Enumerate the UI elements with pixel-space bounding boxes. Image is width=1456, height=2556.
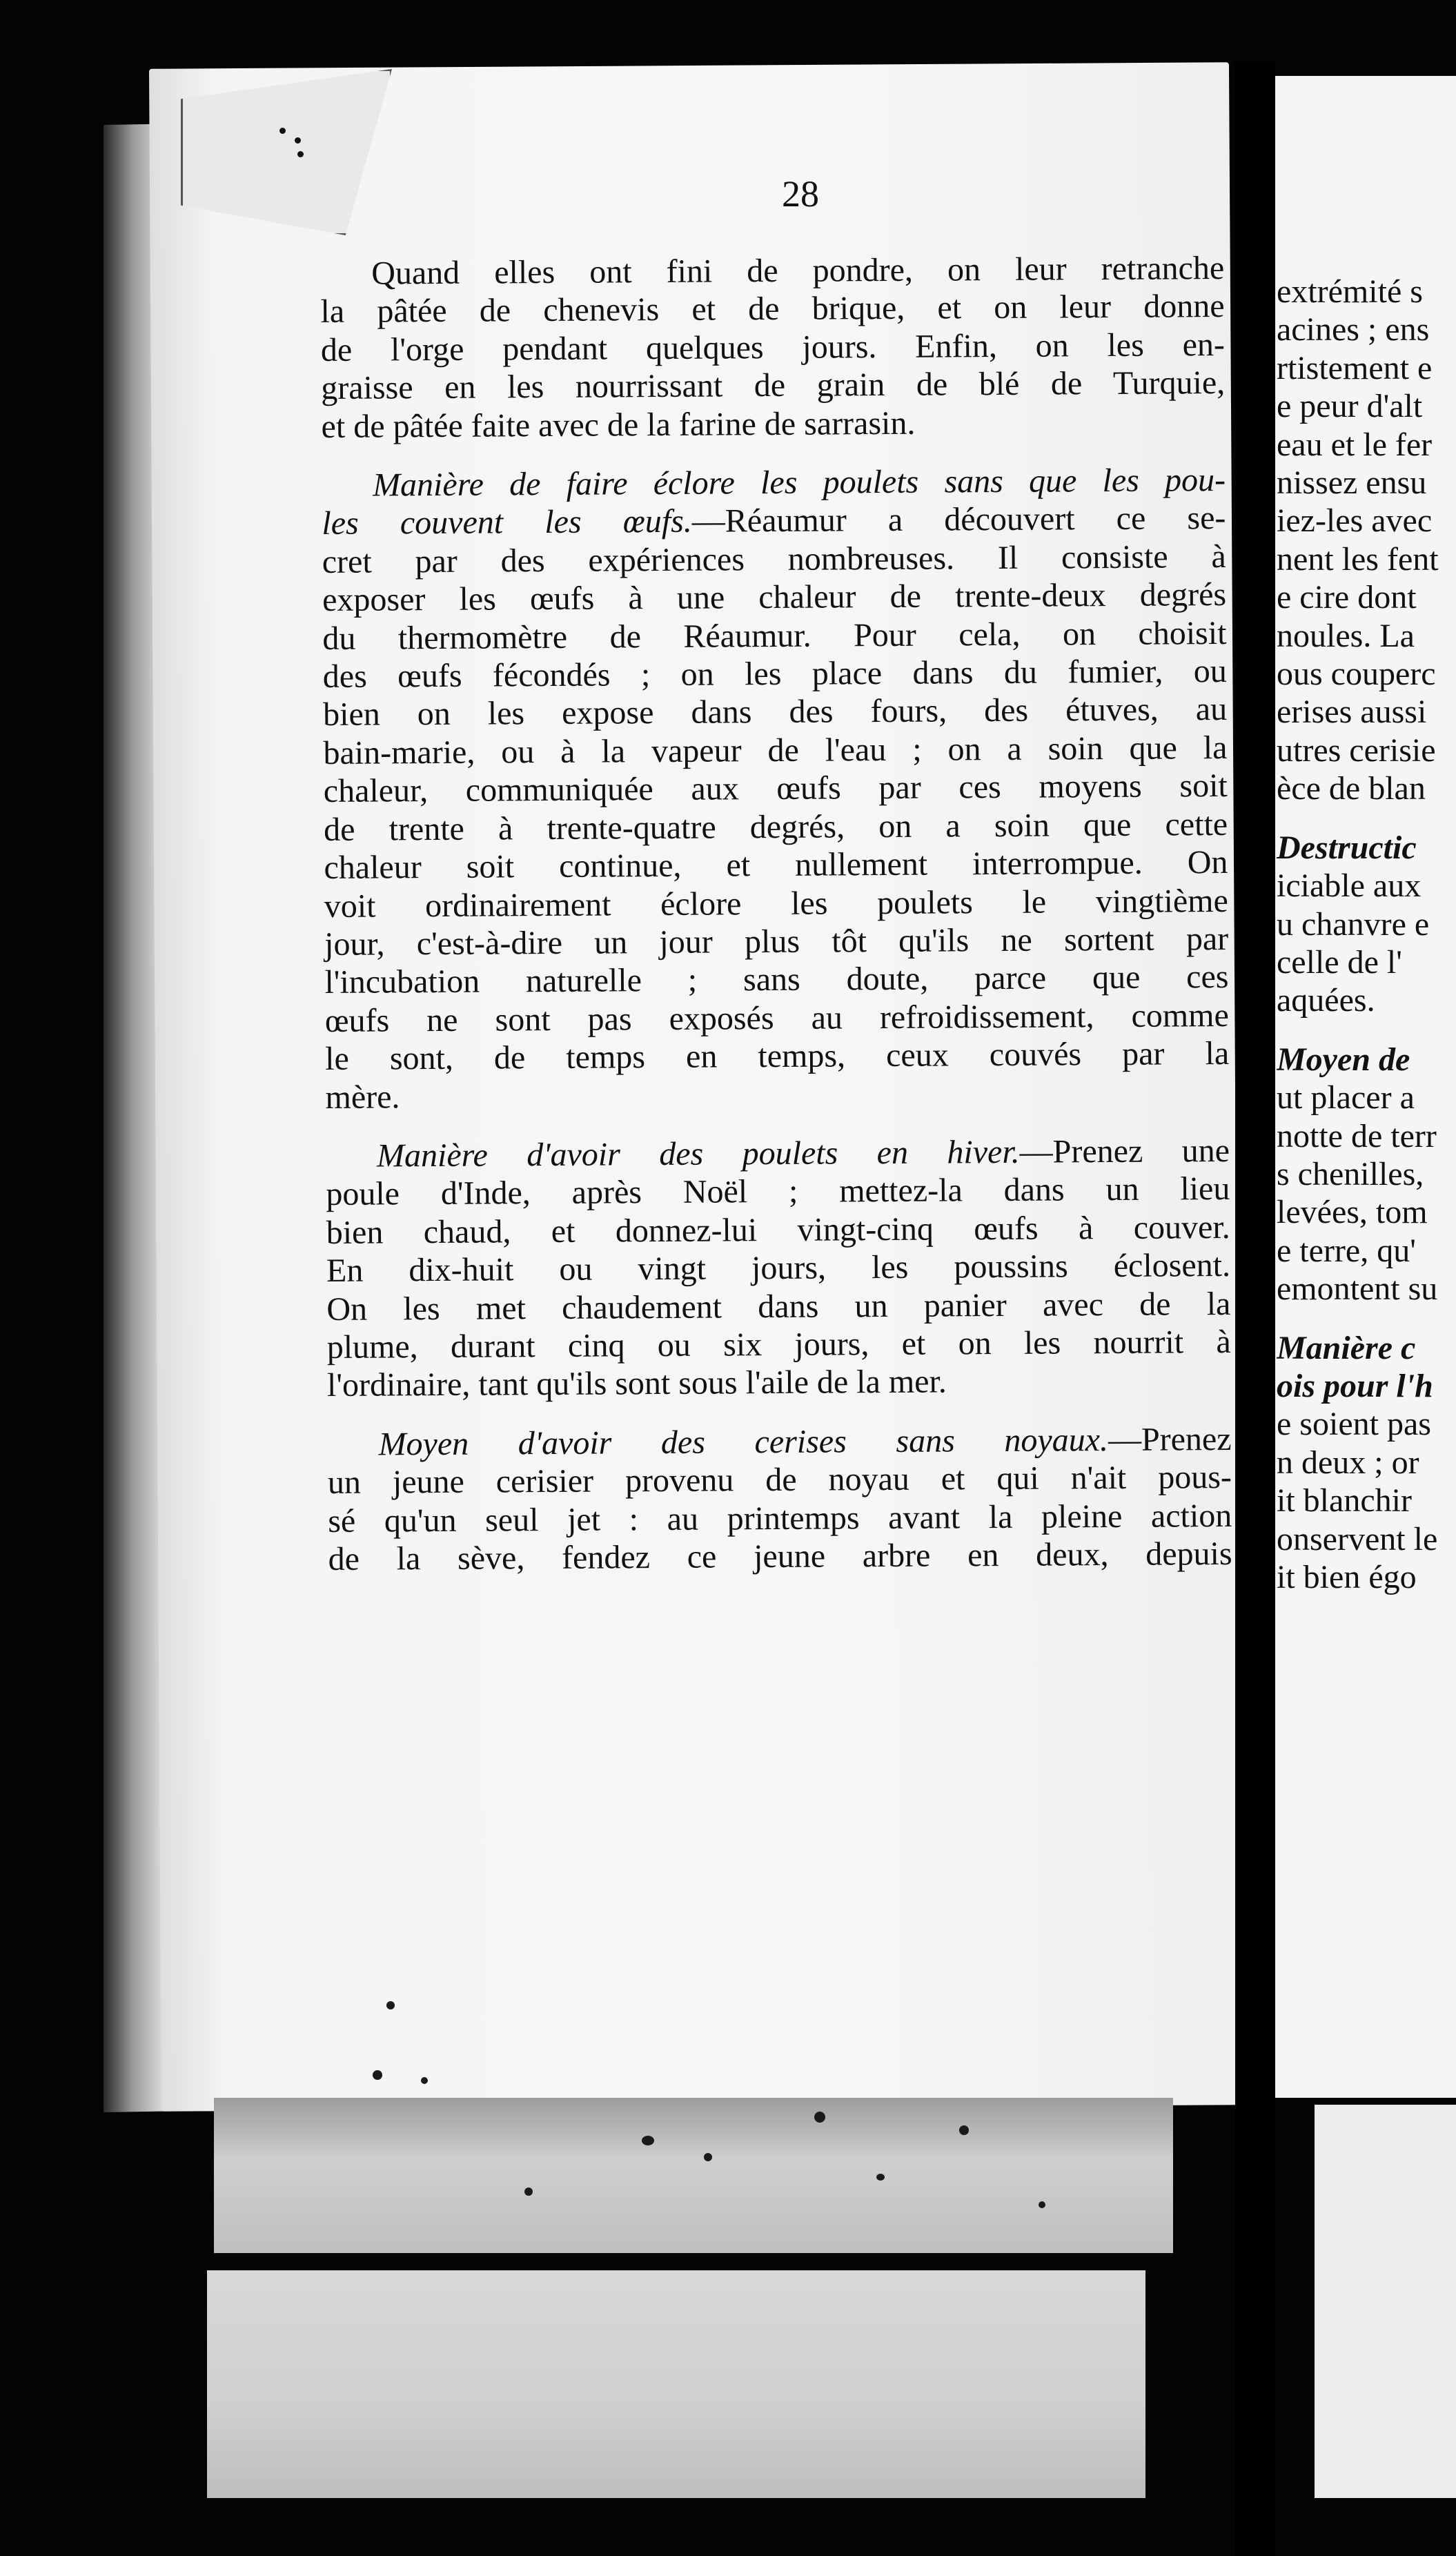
text-line: rtistement e [1277,349,1433,386]
text-line: eau et le fer [1277,426,1433,463]
section-heading: Moyen d'avoir des cerises sans noyaux. [378,1421,1109,1463]
paragraph-4 [327,1420,1232,1579]
text-line: notte de terr [1277,1117,1437,1154]
text-line: levées, tom [1277,1194,1428,1231]
text-line: —Prenez [1108,1420,1232,1458]
text-line: plume, durant cinq ou six jours, et on les nourrit à [326,1323,1231,1366]
text-line: iez-les avec [1277,502,1433,540]
text-line [322,499,1226,542]
text-line: mère. [325,1078,400,1116]
text-line: la pâtée de chenevis et de brique, et on leur donne [320,288,1225,331]
text-line: ous couperc [1277,656,1436,693]
book-edge-right [1315,2105,1456,2498]
paragraph-1 [320,249,1226,446]
page-text [320,249,1232,1599]
section-heading: Moyen de [1277,1041,1410,1078]
text-line: exposer les œufs à une chaleur de trente-deux degrés [322,576,1227,619]
text-line: extrémité s [1277,273,1423,310]
text-line: —Prenez une [1019,1132,1230,1170]
text-line: it blanchir [1277,1482,1412,1520]
text-line: acines ; ens [1277,311,1430,348]
text-line [327,1420,1231,1464]
text-line: des œufs fécondés ; on les place dans du fumier, ou [322,653,1227,696]
text-line: iciable aux [1277,867,1421,905]
text-line: de la sève, fendez ce jeune arbre en deux, depuis [328,1535,1232,1577]
text-line: noules. La [1277,617,1415,654]
text-line: e peur d'alt [1277,388,1423,425]
text-line: erises aussi [1277,694,1427,731]
text-line: èce de blan [1277,770,1426,807]
text-line: l'incubation naturelle ; sans doute, parce que ces [324,958,1229,1001]
section-heading: Manière de faire éclore les poulets sans que les pou- [372,462,1226,504]
text-line: e cire dont [1277,579,1417,616]
text-line: l'ordinaire, tant qu'ils sont sous l'aile de la mer. [326,1363,947,1404]
text-line: œufs ne sont pas exposés au refroidissement, comme [324,996,1229,1039]
text-line: chaleur soit continue, et nullement interrompue. On [324,844,1228,887]
text-line: u chanvre e [1277,905,1430,943]
book-edge-upper [214,2098,1173,2253]
text-line: bien chaud, et donnez-lui vingt-cinq œufs à couver. [326,1208,1230,1251]
text-line: de l'orge pendant quelques jours. Enfin, on les en- [320,326,1226,368]
text-line: utres cerisie [1277,731,1436,769]
paragraph-3 [326,1132,1231,1405]
text-line: On les met chaudement dans un panier avec de la [326,1285,1231,1328]
book-gutter [1235,62,1275,2556]
text-line: du thermomètre de Réaumur. Pour cela, on choisit [322,614,1227,657]
text-line [326,1132,1230,1175]
page-number: 28 [782,173,819,215]
text-line: it bien égo [1277,1559,1417,1595]
text-line: s chenilles, [1277,1155,1424,1192]
text-line: le sont, de temps en temps, ceux couvés par la [325,1035,1230,1078]
book-edge-lower [207,2270,1145,2498]
text-line: celle de l' [1277,943,1402,981]
text-line: n deux ; or [1277,1444,1419,1481]
text-line: aquées. [1277,982,1375,1019]
text-line: poule d'Inde, après Noël ; mettez-la dans un lieu [326,1170,1230,1213]
section-heading: Destructic [1277,829,1417,866]
text-line: bain-marie, ou à la vapeur de l'eau ; on a soin que la [323,729,1228,771]
text-line: et de pâtée faite avec de la farine de sarrasin. [321,404,916,445]
text-line: En dix-huit ou vingt jours, les poussins éclosent. [326,1247,1231,1290]
ink-dots [279,128,307,162]
text-line: graisse en les nourrissant de grain de blé de Turquie, [321,364,1226,407]
paragraph-2 [322,461,1230,1117]
text-line: un jeune cerisier provenu de noyau et qui n'ait pous- [327,1459,1232,1502]
text-line: emontent su [1277,1270,1438,1308]
text-line: chaleur, communiquée aux œufs par ces moyens soit [323,767,1228,810]
text-line: e terre, qu' [1277,1232,1416,1269]
facing-page-text [1277,273,1456,1596]
section-heading: ois pour l'h [1277,1367,1433,1404]
text-line: de trente à trente-quatre degrés, on a soin que cette [323,805,1228,848]
text-line: jour, c'est-à-dire un jour plus tôt qu'ils ne sortent par [324,920,1229,963]
text-line: cret par des expériences nombreuses. Il consiste à [322,538,1226,580]
text-line: onservent le [1277,1520,1438,1557]
text-line: voit ordinairement éclore les poulets le vingtième [324,882,1228,925]
text-line: ut placer a [1277,1079,1415,1117]
text-line: Quand elles ont fini de pondre, on leur retranche [371,250,1225,292]
text-line: nissez ensu [1277,464,1427,502]
section-heading: Manière d'avoir des poulets en hiver. [376,1133,1020,1174]
text-line: —Réaumur a découvert ce se- [691,500,1226,540]
text-line: nent les fent [1277,540,1439,578]
text-line: e soient pas [1277,1406,1431,1443]
section-heading: les couvent les œufs. [322,503,692,542]
text-line: sé qu'un seul jet : au printemps avant la pleine action [328,1497,1232,1540]
section-heading: Manière c [1277,1329,1416,1366]
text-line: bien on les expose dans des fours, des étuves, au [322,691,1228,734]
